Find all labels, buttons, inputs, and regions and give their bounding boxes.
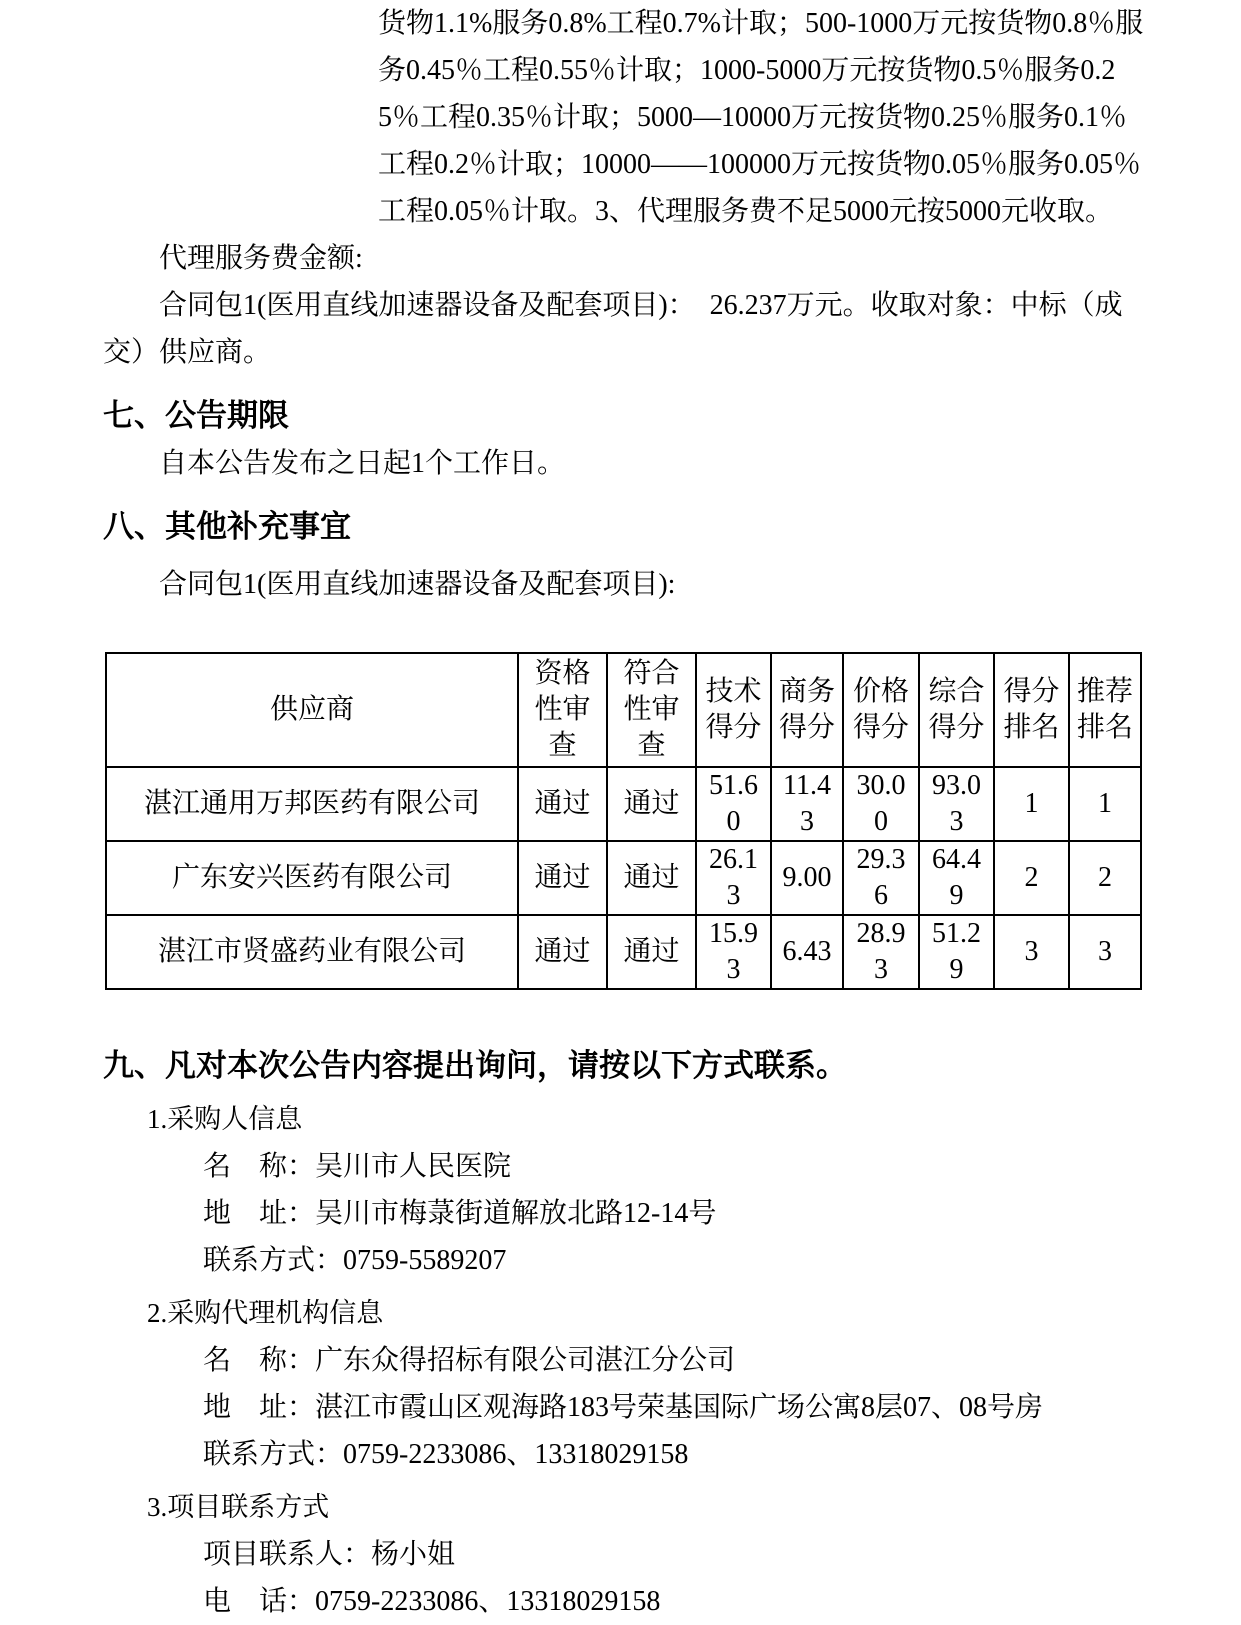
table-cell: 2 bbox=[1069, 841, 1141, 915]
table-row bbox=[106, 841, 1141, 915]
section9-title: 九、凡对本次公告内容提出询问，请按以下方式联系。 bbox=[103, 1048, 847, 1083]
table-cell: 15.93 bbox=[696, 915, 771, 989]
agency-name: 名 称：广东众得招标有限公司湛江分公司 bbox=[203, 1345, 736, 1376]
table-cell: 2 bbox=[994, 841, 1069, 915]
table-header-row bbox=[106, 653, 1141, 767]
table-cell: 3 bbox=[994, 915, 1069, 989]
table-cell: 通过 bbox=[607, 767, 696, 841]
section7-title: 七、公告期限 bbox=[103, 398, 289, 433]
agency-heading: 2.采购代理机构信息 bbox=[147, 1298, 384, 1328]
table-cell: 通过 bbox=[607, 841, 696, 915]
column-header: 供应商 bbox=[106, 653, 518, 767]
purchaser-heading: 1.采购人信息 bbox=[147, 1104, 303, 1134]
column-header: 推荐排名 bbox=[1069, 653, 1141, 767]
table-cell: 通过 bbox=[518, 767, 607, 841]
table-cell: 通过 bbox=[518, 841, 607, 915]
table-cell: 51.60 bbox=[696, 767, 771, 841]
table-cell: 26.13 bbox=[696, 841, 771, 915]
text-line: 5％工程0.35％计取；5000—10000万元按货物0.25％服务0.1％ bbox=[378, 102, 1128, 133]
table-row bbox=[106, 915, 1141, 989]
agency-fee-label: 代理服务费金额: bbox=[159, 243, 363, 274]
column-header: 符合性审查 bbox=[607, 653, 696, 767]
table-cell: 通过 bbox=[607, 915, 696, 989]
column-header: 得分排名 bbox=[994, 653, 1069, 767]
agency-contact: 联系方式：0759-2233086、13318029158 bbox=[203, 1439, 689, 1470]
agency-fee-paragraph bbox=[103, 282, 1140, 376]
section8-title: 八、其他补充事宜 bbox=[103, 509, 351, 544]
table-cell: 11.43 bbox=[771, 767, 843, 841]
column-header: 综合得分 bbox=[919, 653, 994, 767]
table-cell: 1 bbox=[1069, 767, 1141, 841]
table-cell: 28.93 bbox=[843, 915, 919, 989]
text-line: 务0.45％工程0.55％计取；1000-5000万元按货物0.5％服务0.2 bbox=[378, 55, 1116, 86]
table-cell: 29.36 bbox=[843, 841, 919, 915]
text-line: 交）供应商。 bbox=[103, 337, 272, 368]
column-header: 价格得分 bbox=[843, 653, 919, 767]
table-cell: 湛江市贤盛药业有限公司 bbox=[106, 915, 518, 989]
fee-schedule-paragraph bbox=[378, 0, 1144, 235]
table-cell: 通过 bbox=[518, 915, 607, 989]
evaluation-table-body bbox=[106, 767, 1141, 989]
column-header: 商务得分 bbox=[771, 653, 843, 767]
table-cell: 湛江通用万邦医药有限公司 bbox=[106, 767, 518, 841]
evaluation-table bbox=[105, 652, 1142, 990]
text-line: 工程0.05％计取。3、代理服务费不足5000元按5000元收取。 bbox=[378, 196, 1114, 227]
table-cell: 6.43 bbox=[771, 915, 843, 989]
table-cell: 广东安兴医药有限公司 bbox=[106, 841, 518, 915]
table-cell: 3 bbox=[1069, 915, 1141, 989]
purchaser-contact: 联系方式：0759-5589207 bbox=[203, 1245, 507, 1276]
text-line: 工程0.2％计取；10000——100000万元按货物0.05％服务0.05％ bbox=[378, 149, 1142, 180]
table-cell: 1 bbox=[994, 767, 1069, 841]
table-cell: 51.29 bbox=[919, 915, 994, 989]
table-cell: 93.03 bbox=[919, 767, 994, 841]
project-contact-person: 项目联系人：杨小姐 bbox=[203, 1539, 456, 1570]
text-line: 货物1.1%服务0.8%工程0.7%计取；500-1000万元按货物0.8％服 bbox=[378, 8, 1144, 39]
table-cell: 9.00 bbox=[771, 841, 843, 915]
column-header: 技术得分 bbox=[696, 653, 771, 767]
purchaser-name: 名 称：吴川市人民医院 bbox=[203, 1151, 512, 1182]
section8-intro: 合同包1(医用直线加速器设备及配套项目): bbox=[159, 569, 676, 600]
section7-body: 自本公告发布之日起1个工作日。 bbox=[159, 448, 566, 479]
table-cell: 30.00 bbox=[843, 767, 919, 841]
project-contact-heading: 3.项目联系方式 bbox=[147, 1492, 330, 1522]
project-phone: 电 话：0759-2233086、13318029158 bbox=[203, 1586, 661, 1617]
column-header: 资格性审查 bbox=[518, 653, 607, 767]
agency-address: 地 址：湛江市霞山区观海路183号荣基国际广场公寓8层07、08号房 bbox=[203, 1392, 1044, 1423]
purchaser-address: 地 址：吴川市梅菉街道解放北路12-14号 bbox=[203, 1198, 717, 1229]
table-cell: 64.49 bbox=[919, 841, 994, 915]
text-line: 合同包1(医用直线加速器设备及配套项目)： 26.237万元。收取对象：中标（成 bbox=[159, 290, 1123, 321]
table-row bbox=[106, 767, 1141, 841]
